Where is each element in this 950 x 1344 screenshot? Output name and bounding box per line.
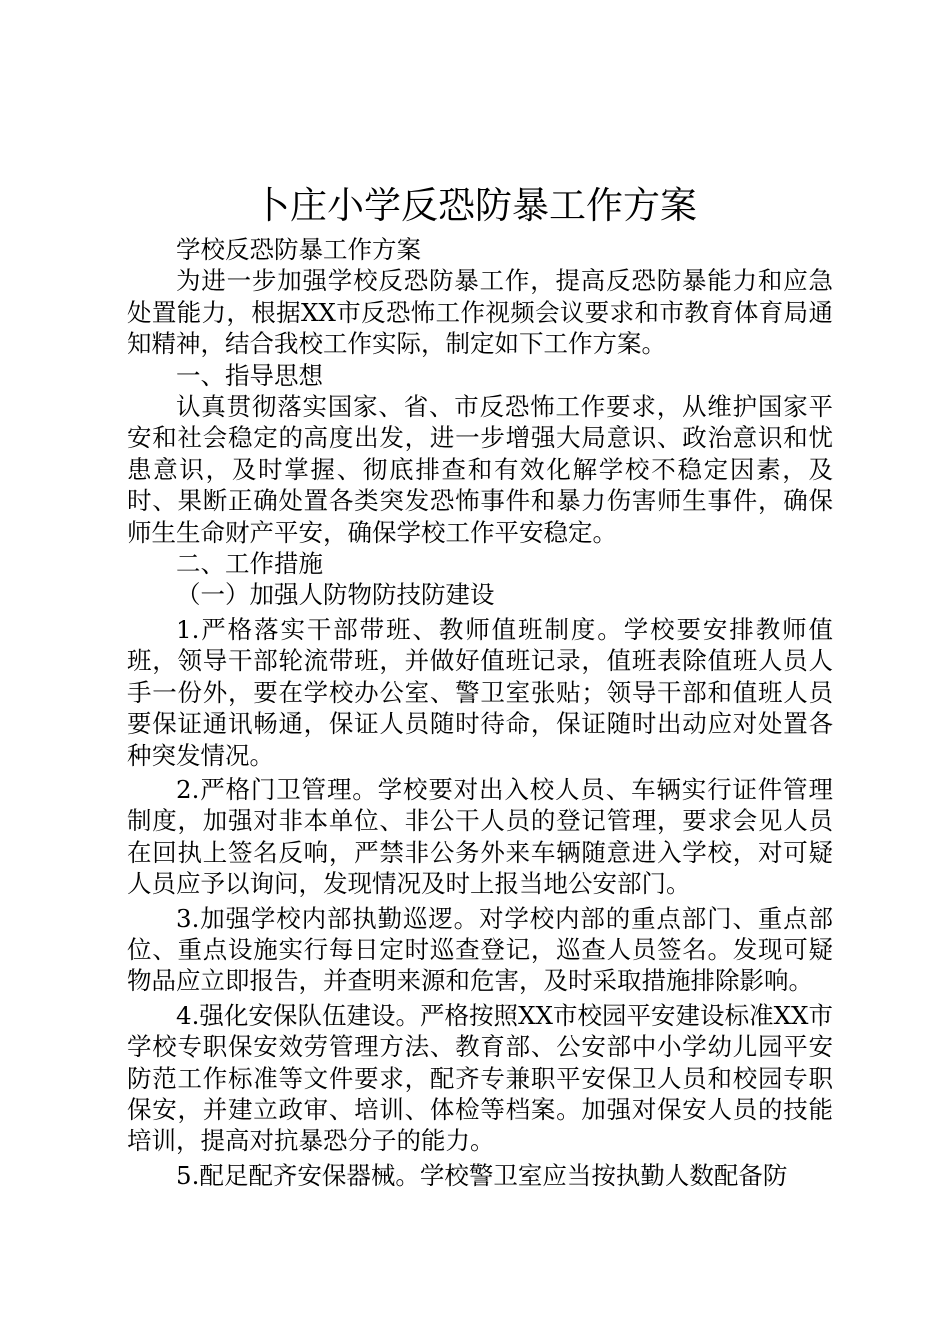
- paragraph-measure-4: 4.强化安保队伍建设。严格按照XX市校园平安建设标准XX市学校专职保安效劳管理方法、教育部、公安部中小学幼儿园平安防范工作标准等文件要求，配齐专兼职平安保卫人员和校园专职保安，并建立政审、培训、体检等档案。加强对保安人员的技能培训，提高对抗暴恐分子的能力。: [127, 1000, 833, 1156]
- paragraph-measure-2: 2.严格门卫管理。学校要对出入校人员、车辆实行证件管理制度，加强对非本单位、非公干人员的登记管理，要求会见人员在回执上签名反响，严禁非公务外来车辆随意进入学校，对可疑人员应予以询问，发现情况及时上报当地公安部门。: [127, 774, 833, 899]
- paragraph-subtitle: 学校反恐防暴工作方案: [176, 235, 421, 264]
- paragraph-guiding-ideology: 认真贯彻落实国家、省、市反恐怖工作要求，从维护国家平安和社会稳定的高度出发，进一步增强大局意识、政治意识和忧患意识，及时掌握、彻底排查和有效化解学校不稳定因素，及时、果断正确处置各类突发恐怖事件和暴力伤害师生事件，确保师生生命财产平安，确保学校工作平安稳定。: [127, 392, 833, 547]
- document-title: 卜庄小学反恐防暴工作方案: [253, 184, 697, 227]
- paragraph-intro: 为进一步加强学校反恐防暴工作，提高反恐防暴能力和应急处置能力，根据XX市反恐怖工作视频会议要求和市教育体育局通知精神，结合我校工作实际，制定如下工作方案。: [127, 266, 833, 359]
- paragraph-measure-3: 3.加强学校内部执勤巡逻。对学校内部的重点部门、重点部位、重点设施实行每日定时巡查登记，巡查人员签名。发现可疑物品应立即报告，并查明来源和危害，及时采取措施排除影响。: [127, 903, 833, 996]
- paragraph-measure-1: 1.严格落实干部带班、教师值班制度。学校要安排教师值班，领导干部轮流带班，并做好值班记录，值班表除值班人员人手一份外，要在学校办公室、警卫室张贴；领导干部和值班人员要保证通讯畅通，保证人员随时待命，保证随时出动应对处置各种突发情况。: [127, 614, 833, 770]
- paragraph-measure-5: 5.配足配齐安保器械。学校警卫室应当按执勤人数配备防: [176, 1160, 788, 1190]
- subsection-heading-defense-construction: （一）加强人防物防技防建设: [176, 580, 495, 610]
- section-heading-guiding-ideology: 一、指导思想: [176, 360, 323, 390]
- document-body: [127, 234, 833, 1191]
- section-heading-work-measures: 二、工作措施: [176, 549, 323, 579]
